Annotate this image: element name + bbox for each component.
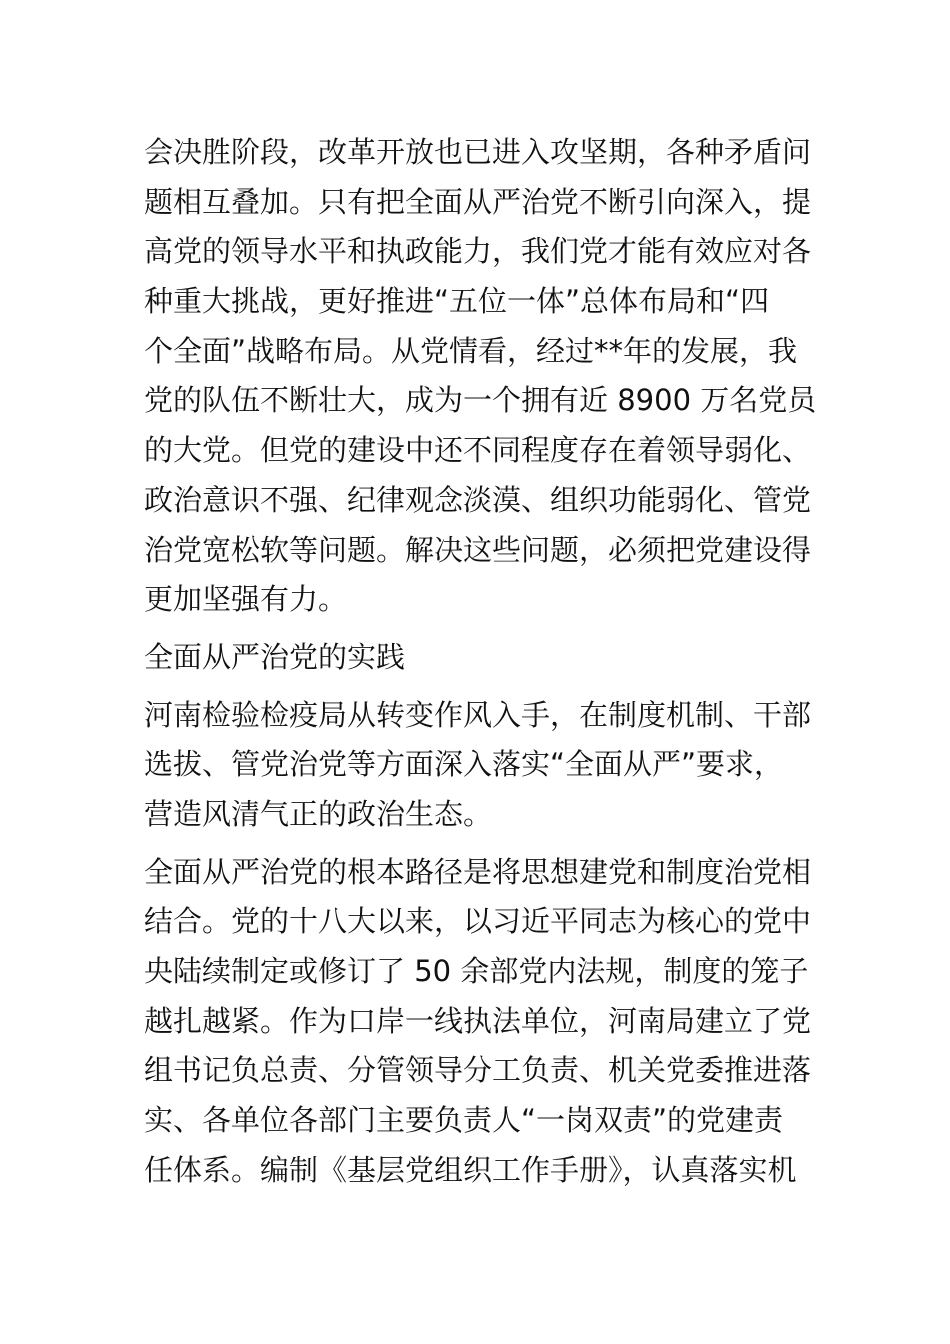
- text-line: 实、各单位各部门主要负责人“一岗双责”的党建责: [144, 1103, 784, 1138]
- paragraph-1: [144, 128, 817, 625]
- text-line: 党的队伍不断壮大，成为一个拥有近 8900 万名党员: [144, 383, 817, 418]
- text-line: 种重大挑战，更好推进“五位一体”总体布局和“四: [144, 284, 770, 319]
- text-line: 选拔、管党治党等方面深入落实“全面从严”要求，: [144, 747, 784, 782]
- text-line: 全面从严治党的根本路径是将思想建党和制度治党相: [144, 854, 812, 889]
- text-line: 结合。党的十八大以来，以习近平同志为核心的党中: [144, 904, 812, 939]
- text-line: 任体系。编制《基层党组织工作手册》，认真落实机: [144, 1152, 797, 1187]
- paragraph-spacer: [144, 683, 808, 691]
- text-line: 会决胜阶段，改革开放也已进入攻坚期，各种矛盾问: [144, 135, 812, 169]
- text-line: 更加坚强有力。: [144, 582, 348, 617]
- text-line: 河南检验检疫局从转变作风入手，在制度机制、干部: [144, 697, 812, 732]
- text-line: 越扎越紧。作为口岸一线执法单位，河南局建立了党: [144, 1003, 812, 1038]
- text-line: 治党宽松软等问题。解决这些问题，必须把党建设得: [144, 532, 812, 567]
- paragraph-3: [144, 848, 812, 1196]
- paragraph-2: [144, 691, 812, 840]
- text-line: 营造风清气正的政治生态。: [144, 796, 493, 831]
- paragraph-spacer: [144, 840, 808, 848]
- text-line: 高党的领导水平和执政能力，我们党才能有效应对各: [144, 234, 812, 269]
- text-line: 组书记负总责、分管领导分工负责、机关党委推进落: [144, 1053, 812, 1088]
- paragraph-spacer: [144, 625, 808, 633]
- text-line: 的大党。但党的建设中还不同程度存在着领导弱化、: [144, 433, 812, 468]
- text-line: 题相互叠加。只有把全面从严治党不断引向深入，提: [144, 184, 812, 219]
- heading-text: 全面从严治党的实践: [144, 639, 406, 674]
- text-line: 个全面”战略布局。从党情看，经过**年的发展，我: [144, 333, 798, 368]
- document-body: [144, 128, 817, 1195]
- text-line: 政治意识不强、纪律观念淡漠、组织功能弱化、管党: [144, 482, 812, 517]
- section-heading: [144, 633, 808, 683]
- text-line: 央陆续制定或修订了 50 余部党内法规，制度的笼子: [144, 954, 809, 988]
